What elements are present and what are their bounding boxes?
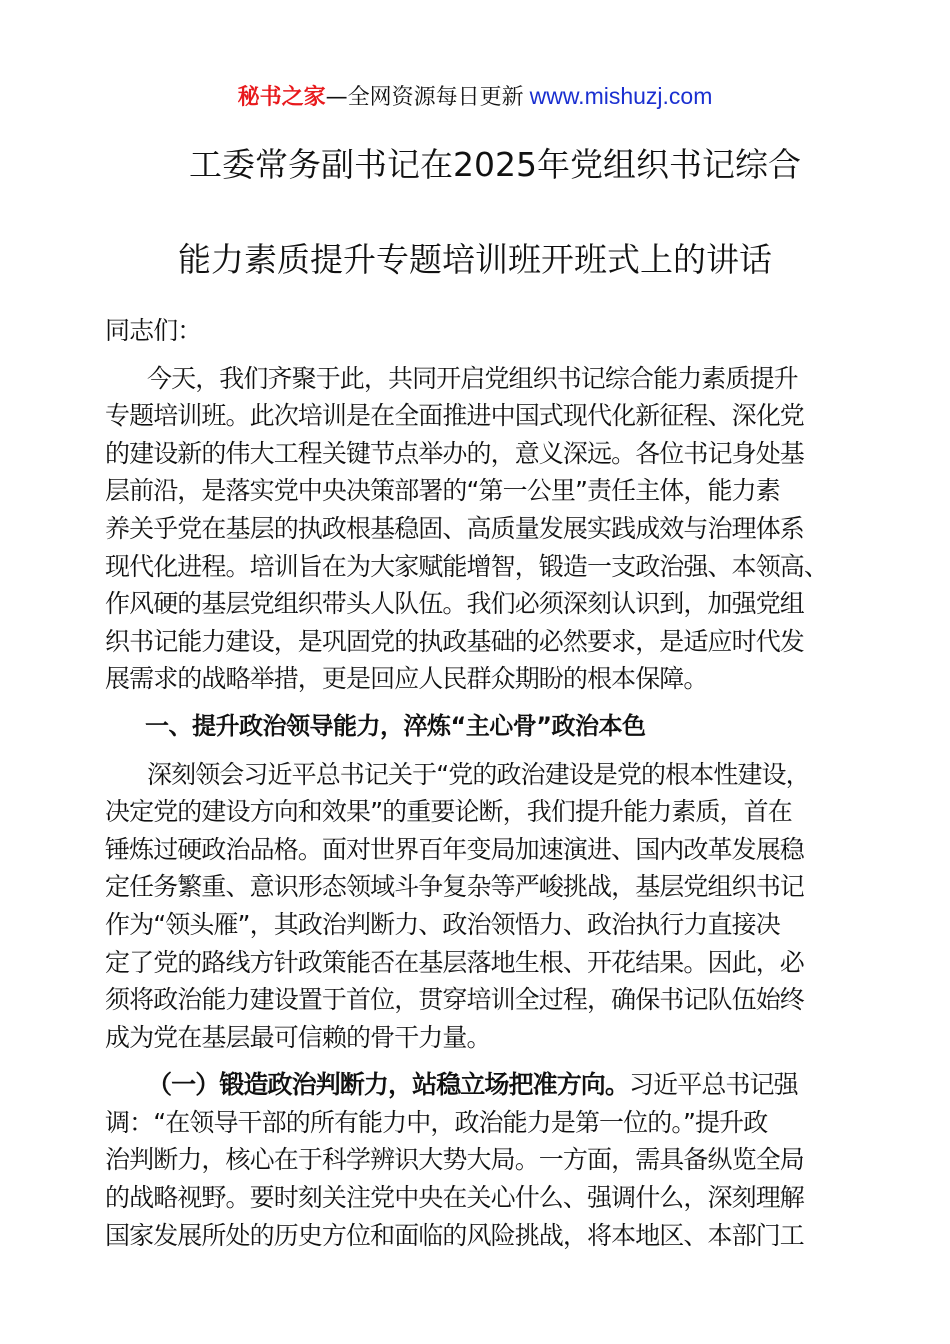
paragraph-line: 专题培训班。此次培训是在全面推进中国式现代化新征程、深化党 bbox=[105, 401, 804, 431]
paragraph-line: 作为“领头雁”，其政治判断力、政治领悟力、政治执行力直接决 bbox=[105, 909, 780, 939]
paragraph-line: 层前沿，是落实党中央决策部署的“第一公里”责任主体，能力素 bbox=[105, 476, 780, 506]
site-banner bbox=[0, 80, 950, 114]
salutation: 同志们： bbox=[105, 316, 202, 345]
paragraph-line: 展需求的战略举措，更是回应人民群众期盼的根本保障。 bbox=[105, 664, 708, 694]
paragraph-line: 定任务繁重、意识形态领域斗争复杂等严峻挑战，基层党组织书记 bbox=[105, 872, 804, 902]
subsection-heading: （一）锻造政治判断力，站稳立场把准方向。 bbox=[147, 1070, 630, 1100]
site-url-link[interactable]: www.mishuzj.com bbox=[529, 83, 713, 109]
subsection-text: 习近平总书记强 bbox=[629, 1070, 798, 1100]
paragraph-line: 决定党的建设方向和效果”的重要论断，我们提升能力素质，首在 bbox=[105, 797, 792, 827]
paragraph-line: 今天，我们齐聚于此，共同开启党组织书记综合能力素质提升 bbox=[147, 363, 798, 393]
paragraph-line: 的建设新的伟大工程关键节点举办的，意义深远。各位书记身处基 bbox=[105, 438, 804, 468]
paragraph-line: 养关乎党在基层的执政根基稳固、高质量发展实践成效与治理体系 bbox=[105, 513, 804, 543]
document-title-line-2: 能力素质提升专题培训班开班式上的讲话 bbox=[178, 240, 772, 279]
paragraph-2 bbox=[105, 756, 850, 1057]
document-title-line-1: 工委常务副书记在2025年党组织书记综合 bbox=[189, 145, 801, 184]
paragraph-line: 治判断力，核心在于科学辨识大势大局。一方面，需具备纵览全局 bbox=[105, 1145, 804, 1175]
subsection-1 bbox=[105, 1066, 850, 1254]
paragraph-line: 深刻领会习近平总书记关于“党的政治建设是党的根本性建设， bbox=[147, 759, 810, 789]
paragraph-1 bbox=[105, 360, 850, 698]
paragraph-line: 的战略视野。要时刻关注党中央在关心什么、强调什么，深刻理解 bbox=[105, 1183, 804, 1213]
paragraph-line: 调：“在领导干部的所有能力中，政治能力是第一位的。”提升政 bbox=[105, 1107, 768, 1137]
site-tagline: —全网资源每日更新 bbox=[325, 85, 524, 110]
paragraph-line: 作风硬的基层党组织带头人队伍。我们必须深刻认识到，加强党组 bbox=[105, 589, 804, 619]
site-brand: 秘书之家 bbox=[237, 85, 326, 110]
paragraph-line bbox=[105, 1066, 850, 1104]
paragraph-line: 锤炼过硬政治品格。面对世界百年变局加速演进、国内改革发展稳 bbox=[105, 834, 804, 864]
paragraph-line: 国家发展所处的历史方位和面临的风险挑战，将本地区、本部门工 bbox=[105, 1220, 804, 1250]
paragraph-line: 须将政治能力建设置于首位，贯穿培训全过程，确保书记队伍始终 bbox=[105, 985, 804, 1015]
section-heading: 一、提升政治领导能力，淬炼“主心骨”政治本色 bbox=[145, 711, 646, 740]
paragraph-line: 定了党的路线方针政策能否在基层落地生根、开花结果。因此，必 bbox=[105, 947, 804, 977]
paragraph-line: 织书记能力建设，是巩固党的执政基础的必然要求，是适应时代发 bbox=[105, 626, 804, 656]
paragraph-line: 成为党在基层最可信赖的骨干力量。 bbox=[105, 1022, 491, 1052]
document-body bbox=[105, 312, 850, 1254]
paragraph-line: 现代化进程。培训旨在为大家赋能增智，锻造一支政治强、本领高、 bbox=[105, 551, 829, 581]
